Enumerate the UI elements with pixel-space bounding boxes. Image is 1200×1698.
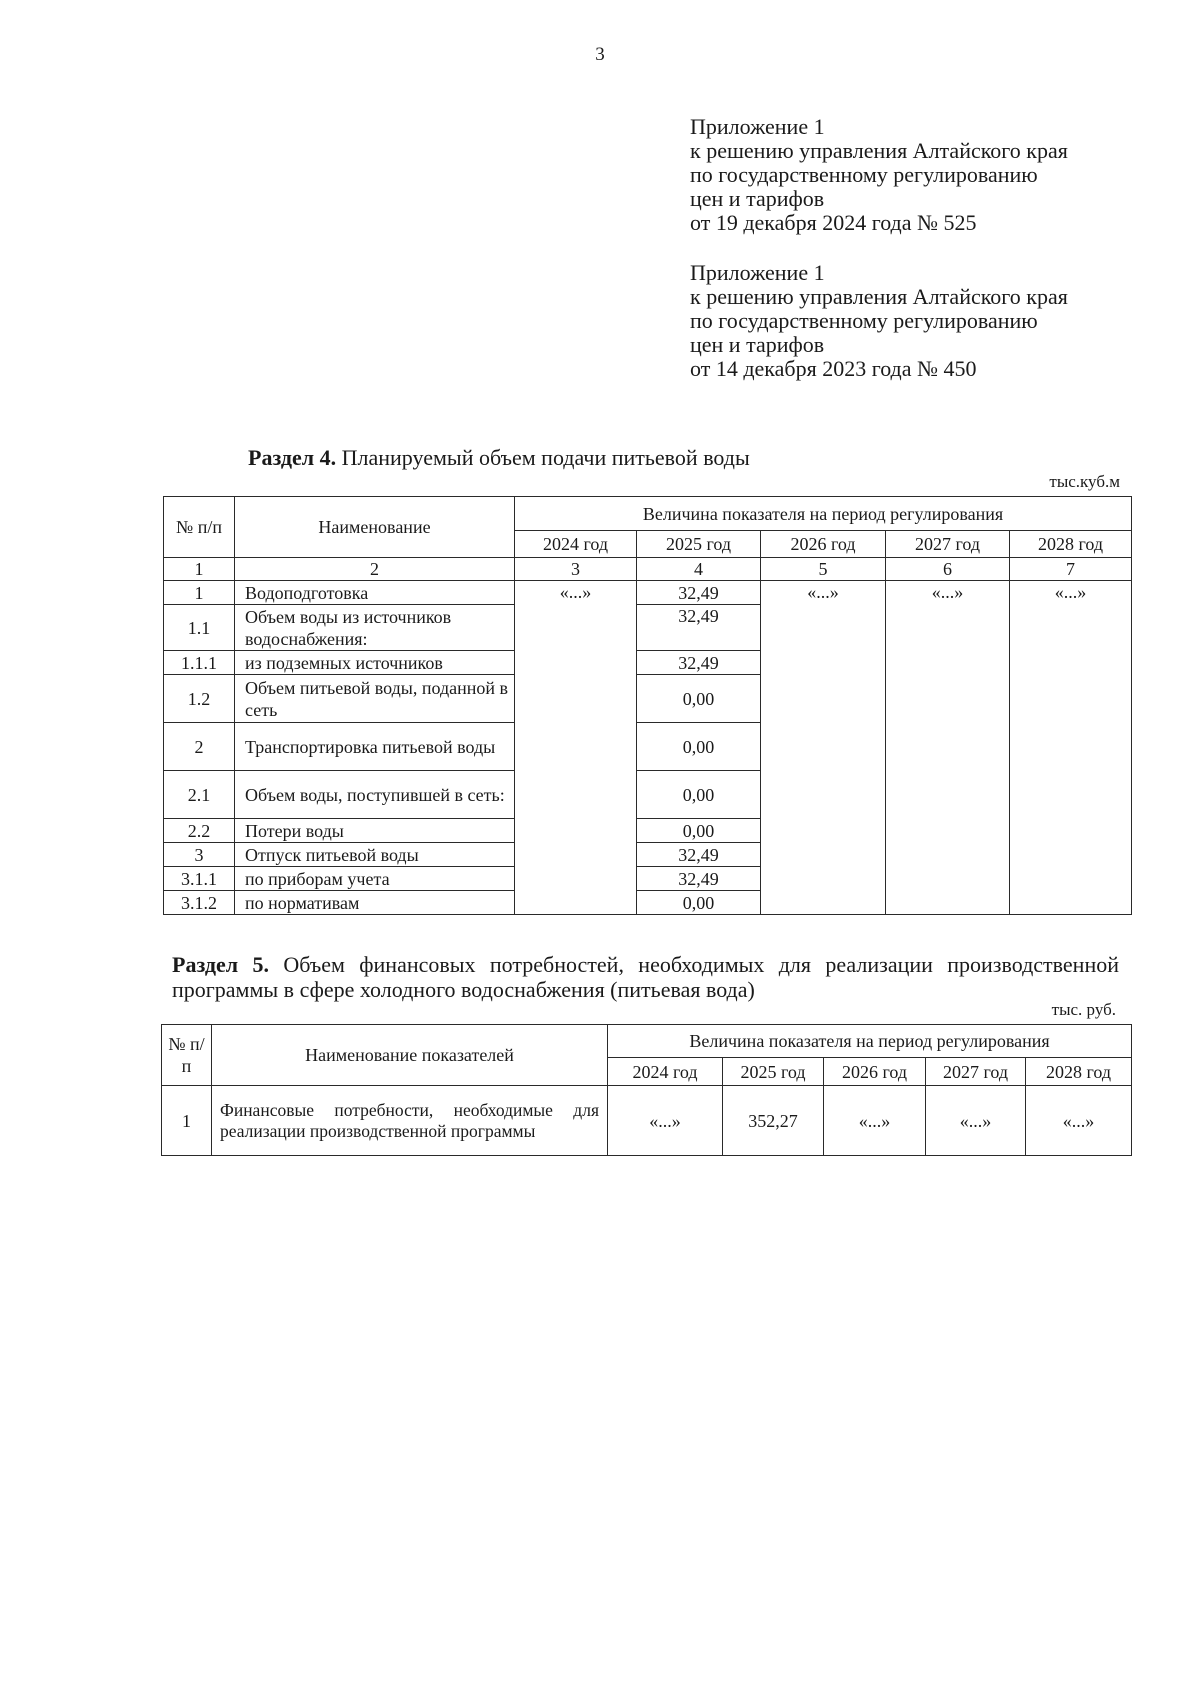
- header-group: Величина показателя на период регулирования: [608, 1025, 1132, 1058]
- value-2025: 0,00: [637, 675, 761, 723]
- value-2025: 32,49: [637, 605, 761, 651]
- section5-title: Объем финансовых потребностей, необходимых для реализации производственной программы в сфере холодного водоснабжения (питьевая вода): [172, 952, 1120, 1002]
- row-name: Транспортировка питьевой воды: [235, 723, 515, 771]
- value-2024: «...»: [608, 1086, 723, 1156]
- value-2025: 0,00: [637, 819, 761, 843]
- appendix-line: к решению управления Алтайского края: [690, 138, 1068, 163]
- value-2025: 32,49: [637, 843, 761, 867]
- value-2025: 0,00: [637, 771, 761, 819]
- row-name: Финансовые потребности, необходимые для реализации производственной программы: [212, 1086, 608, 1156]
- section5-table: [161, 1024, 1132, 1156]
- row-name: из подземных источников: [235, 651, 515, 675]
- header-year: 2025 год: [637, 531, 761, 558]
- column-number: 3: [515, 558, 637, 581]
- value-2025: 32,49: [637, 867, 761, 891]
- value-2025: 32,49: [637, 651, 761, 675]
- row-num: 2: [164, 723, 235, 771]
- row-num: 1.1.1: [164, 651, 235, 675]
- section4-label: Раздел 4.: [248, 445, 337, 470]
- column-number: 6: [886, 558, 1010, 581]
- value-2027: «...»: [926, 1086, 1026, 1156]
- row-name: Объем воды, поступившей в сеть:: [235, 771, 515, 819]
- value-2028: «...»: [1026, 1086, 1132, 1156]
- appendix-line: цен и тарифов: [690, 332, 825, 357]
- column-number: 4: [637, 558, 761, 581]
- table-row: [164, 581, 1132, 605]
- header-year: 2026 год: [824, 1058, 926, 1086]
- header-year: 2024 год: [608, 1058, 723, 1086]
- row-name: по нормативам: [235, 891, 515, 915]
- column-number: 5: [761, 558, 886, 581]
- section4-title: Планируемый объем подачи питьевой воды: [341, 445, 750, 470]
- value-2025: 0,00: [637, 891, 761, 915]
- header-group: Величина показателя на период регулирования: [515, 497, 1132, 531]
- appendix-line: по государственному регулированию: [690, 162, 1038, 187]
- header-name: Наименование показателей: [212, 1025, 608, 1086]
- value-2027: «...»: [886, 581, 1010, 915]
- table-row: [162, 1086, 1132, 1156]
- value-2024: «...»: [515, 581, 637, 915]
- value-2026: «...»: [761, 581, 886, 915]
- row-num: 2.2: [164, 819, 235, 843]
- header-num: № п/п: [162, 1025, 212, 1086]
- column-number: 7: [1010, 558, 1132, 581]
- header-year: 2025 год: [723, 1058, 824, 1086]
- appendix-line: от 14 декабря 2023 года № 450: [690, 356, 977, 381]
- header-num: № п/п: [164, 497, 235, 558]
- row-name: Объем воды из источников водоснабжения:: [235, 605, 515, 651]
- header-name: Наименование: [235, 497, 515, 558]
- row-name: Водоподготовка: [235, 581, 515, 605]
- row-num: 1.2: [164, 675, 235, 723]
- column-number: 1: [164, 558, 235, 581]
- section4-unit: тыс.куб.м: [1049, 472, 1120, 491]
- row-name: по приборам учета: [235, 867, 515, 891]
- appendix-line: к решению управления Алтайского края: [690, 284, 1068, 309]
- row-name: Отпуск питьевой воды: [235, 843, 515, 867]
- appendix-line: Приложение 1: [690, 260, 825, 285]
- value-2025: 0,00: [637, 723, 761, 771]
- appendix-line: Приложение 1: [690, 114, 825, 139]
- row-name: Объем питьевой воды, поданной в сеть: [235, 675, 515, 723]
- page-number: 3: [595, 44, 605, 65]
- row-num: 3: [164, 843, 235, 867]
- appendix-line: по государственному регулированию: [690, 308, 1038, 333]
- header-year: 2028 год: [1010, 531, 1132, 558]
- appendix-previous: [690, 261, 1068, 381]
- header-year: 2028 год: [1026, 1058, 1132, 1086]
- row-name: Потери воды: [235, 819, 515, 843]
- row-num: 1.1: [164, 605, 235, 651]
- appendix-line: от 19 декабря 2024 года № 525: [690, 210, 977, 235]
- section4-table: [163, 496, 1132, 915]
- value-2025: 32,49: [637, 581, 761, 605]
- column-number: 2: [235, 558, 515, 581]
- value-2025: 352,27: [723, 1086, 824, 1156]
- row-num: 1: [162, 1086, 212, 1156]
- section5-label: Раздел 5.: [172, 952, 269, 977]
- value-2026: «...»: [824, 1086, 926, 1156]
- section5-heading: [172, 952, 1119, 1002]
- header-year: 2027 год: [886, 531, 1010, 558]
- section4-heading: [248, 445, 750, 470]
- row-num: 1: [164, 581, 235, 605]
- row-num: 2.1: [164, 771, 235, 819]
- header-year: 2024 год: [515, 531, 637, 558]
- header-year: 2026 год: [761, 531, 886, 558]
- row-num: 3.1.1: [164, 867, 235, 891]
- value-2028: «...»: [1010, 581, 1132, 915]
- appendix-current: [690, 115, 1068, 235]
- appendix-line: цен и тарифов: [690, 186, 825, 211]
- row-num: 3.1.2: [164, 891, 235, 915]
- section5-unit: тыс. руб.: [1051, 1000, 1116, 1019]
- header-year: 2027 год: [926, 1058, 1026, 1086]
